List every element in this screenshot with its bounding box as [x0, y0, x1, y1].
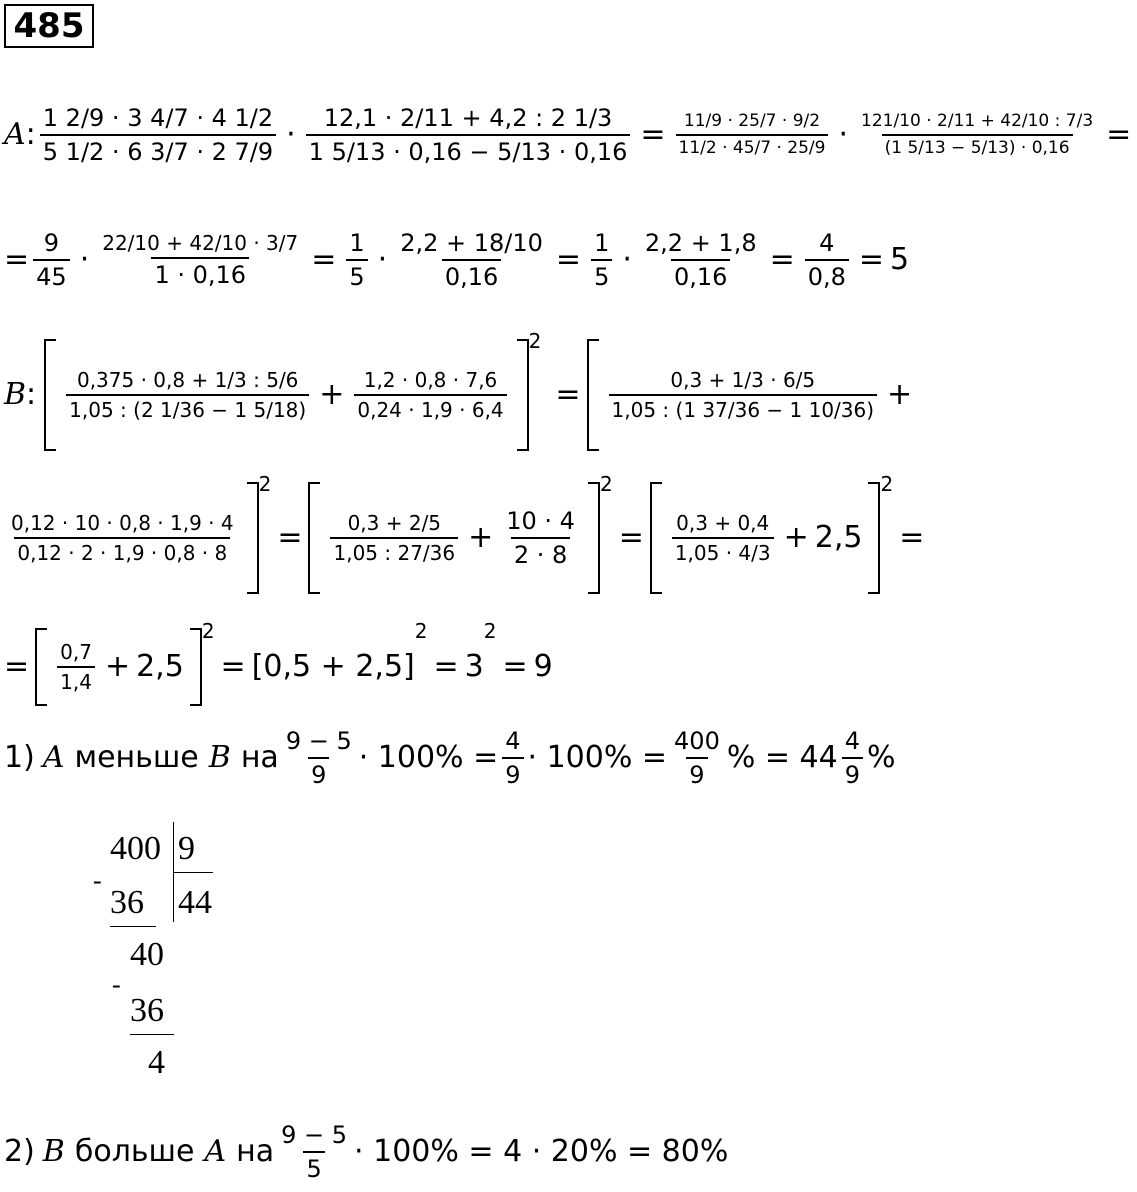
ld-quotient: 44	[178, 884, 212, 921]
step-2-prefix: 2)	[4, 1134, 35, 1169]
b3-exp: 2	[483, 619, 497, 643]
b2-frac-2-den: 1,05 : 27/36	[330, 537, 458, 563]
b2-frac-3-num: 10 · 4	[506, 507, 575, 535]
a2-frac-4-den: 0,16	[442, 259, 501, 289]
a2-frac-2	[99, 233, 301, 287]
b2-frac-3-den: 2 · 8	[511, 537, 570, 567]
ld-sub-2: 36	[130, 992, 164, 1029]
b-frac-1	[66, 370, 309, 420]
step-1-frac-2: $\frac{4}{9}$	[502, 729, 523, 787]
a2-frac-4	[397, 231, 546, 289]
a-row-1: A : $\frac{1 2/9 \cdot 3 4/7 \cdot 4 1/2}{5 1/2 \cdot 6 3/7 \cdot 2 7/9}$ · $\frac{12,1 \cdot 2/11 + 4,2 : 2 1/3}{1 5/13 \cdot 0,16 - 5/13 \cdot 0,16}$ = $\frac{11/9 \cdot 25/7 \cdot 9/2}{11/2 \cdot 45/7 \cdot 25/9}$ · $\frac{121/10 \cdot 2/11 + 42/10 : 7/3}{(1 5/13 - 5/13) \cdot 0,16}$ =	[4, 104, 1132, 166]
a-result: 5	[890, 242, 910, 277]
b-bracket-5: $\frac{0,7}{1,4}$ + 2,5	[35, 628, 202, 706]
a2-frac-1: $\frac{9}{45}$	[33, 231, 70, 289]
step-2-tail: · 100% = 4 · 20% = 80%	[354, 1134, 729, 1169]
a-frac-1-num: 1 2/9 · 3 4/7 · 4 1/2	[42, 104, 274, 132]
b2-frac-2-num: 0,3 + 2/5	[347, 511, 442, 535]
a2-frac-2-den: 1 · 0,16	[151, 257, 249, 287]
b-row-3: = $\frac{0,7}{1,4}$ + 2,5 2 = [ 0,5 + 2,5 ] 2 = 3 2 = 9	[4, 625, 553, 709]
a2-frac-5: $\frac{1}{5}$	[591, 231, 612, 289]
b2-frac-3	[503, 509, 578, 567]
b-frac-1-den: 1,05 : (2 1/36 − 1 5/18)	[66, 394, 309, 420]
b3-bracket-2: 0,5 + 2,5	[263, 649, 404, 684]
step-2: 2) B больше A на $\frac{9 - 5}{5}$ · 100% = 4 · 20% = 80%	[4, 1121, 729, 1183]
b-bracket-3: $\frac{0,3 + 2/5}{1,05 : 27/36}$ + $\frac{10 \cdot 4}{2 \cdot 8}$	[308, 482, 599, 594]
long-division	[0, 820, 260, 1090]
b-bracket-2-end	[4, 482, 259, 594]
a2-frac-4-num: 2,2 + 18/10	[400, 229, 543, 257]
a-frac-2	[306, 106, 631, 164]
problem-number: 485	[4, 4, 94, 48]
b-frac-2	[354, 370, 506, 420]
a-frac-4-num: 121/10 · 2/11 + 42/10 : 7/3	[861, 111, 1094, 131]
b-bracket-1: $\frac{0,375 \cdot 0,8 + 1/3 : 5/6}{1,05 : (2 1/36 - 1 5/18)}$ + $\frac{1,2 \cdot 0,8 \cdot 7,6}{0,24 \cdot 1,9 \cdot 6,4}$	[44, 339, 529, 451]
ld-minus-1: -	[93, 866, 102, 895]
a2-frac-7-den: 0,8	[805, 259, 849, 289]
b-row-2: $\frac{0,12 \cdot 10 \cdot 0,8 \cdot 1,9 \cdot 4}{0,12 \cdot 2 \cdot 1,9 \cdot 0,8 \cdot 8}$ 2 = $\frac{0,3 + 2/5}{1,05 : 27/36}$ + $\frac{10 \cdot 4}{2 \cdot 8}$ 2 = $\frac{0,3 + 0,4}{1,05 \cdot 4/3}$ + 2,5 2 =	[4, 478, 930, 598]
b3-frac-num: 0,7	[60, 640, 92, 664]
b3-frac-den: 1,4	[57, 666, 95, 692]
a-frac-4-den: (1 5/13 − 5/13) · 0,16	[882, 134, 1073, 157]
b-frac-1-num: 0,375 · 0,8 + 1/3 : 5/6	[76, 368, 299, 392]
a2-frac-7-num: 4	[819, 229, 835, 257]
step-1-frac-3: $\frac{400}{9}$	[674, 727, 720, 789]
a-frac-2-num: 12,1 · 2/11 + 4,2 : 2 1/3	[323, 104, 613, 132]
b-frac-2-num: 1,2 · 0,8 · 7,6	[363, 368, 498, 392]
b3-frac	[57, 642, 95, 692]
b-bracket-4: $\frac{0,3 + 0,4}{1,05 \cdot 4/3}$ + 2,5	[650, 482, 881, 594]
b2-frac-1-den: 0,12 · 2 · 1,9 · 0,8 · 8	[14, 537, 230, 563]
step-1-pct-2: · 100% =	[527, 740, 668, 775]
b2-frac-4	[672, 513, 774, 563]
b-frac-3-num: 0,3 + 1/3 · 6/5	[670, 368, 816, 392]
b2-frac-4-num: 0,3 + 0,4	[676, 511, 770, 535]
a2-frac-6-num: 2,2 + 1,8	[644, 229, 757, 257]
a2-frac-2-num: 22/10 + 42/10 · 3/7	[102, 231, 299, 255]
a-frac-4	[858, 113, 1096, 157]
step-2-by-text: на	[236, 1134, 275, 1169]
ld-divisor: 9	[178, 830, 195, 867]
b3-plus-value: 2,5	[136, 649, 184, 684]
a-row-2: = $\frac{9}{45}$ · $\frac{22/10 + 42/10 \cdot 3/7}{1 \cdot 0,16}$ = $\frac{1}{5}$ · $\frac{2,2 + 18/10}{0,16}$ = $\frac{1}{5}$ · $\frac{2,2 + 1,8}{0,16}$ = $\frac{4}{0,8}$ = 5	[4, 229, 910, 291]
step-1-prefix: 1)	[4, 740, 35, 775]
b-row-1: B : $\frac{0,375 \cdot 0,8 + 1/3 : 5/6}{1,05 : (2 1/36 - 1 5/18)}$ + $\frac{1,2 \cdot 0,8 \cdot 7,6}{0,24 \cdot 1,9 \cdot 6,4}$ 2 = $\frac{0,3 + 1/3 \cdot 6/5}{1,05 : (1 37/36 - 1 10/36)}$ +	[4, 335, 924, 455]
a-frac-1-den: 5 1/2 · 6 3/7 · 2 7/9	[40, 134, 276, 164]
a-frac-2-den: 1 5/13 · 0,16 − 5/13 · 0,16	[306, 134, 631, 164]
a-frac-3-den: 11/2 · 45/7 · 25/9	[676, 134, 829, 157]
step-1-pct-3: % = 44	[726, 740, 838, 775]
step-1-pct-4: %	[867, 740, 896, 775]
step-2-more-text: больше	[74, 1134, 195, 1169]
ld-dividend: 400	[110, 830, 161, 867]
step-1-pct-1: · 100% =	[358, 740, 499, 775]
b-result: 9	[533, 649, 553, 684]
b2-frac-1	[8, 513, 237, 563]
a-frac-3	[676, 113, 829, 157]
step-1-frac-1: $\frac{9 - 5}{9}$	[285, 727, 352, 789]
b-frac-3	[609, 370, 878, 420]
b-bracket-2: $\frac{0,3 + 1/3 \cdot 6/5}{1,05 : (1 37/36 - 1 10/36)}$ +	[587, 339, 925, 451]
step-2-frac: $\frac{9 - 5}{5}$	[281, 1121, 348, 1183]
b2-frac-2	[330, 513, 458, 563]
ld-sub-1: 36	[110, 884, 144, 921]
step-1-less-text: меньше	[74, 740, 199, 775]
b2-frac-4-den: 1,05 · 4/3	[672, 537, 774, 563]
b-frac-3-den: 1,05 : (1 37/36 − 1 10/36)	[609, 394, 878, 420]
a2-frac-3: $\frac{1}{5}$	[346, 231, 367, 289]
b-label: B	[4, 377, 27, 412]
a-label: A	[4, 117, 26, 152]
step-1-by-text: на	[240, 740, 279, 775]
a-frac-3-num: 11/9 · 25/7 · 9/2	[683, 111, 821, 131]
b3-base: 3	[464, 649, 484, 684]
b2-plus-value: 2,5	[814, 520, 863, 555]
ld-rem-2: 4	[148, 1044, 165, 1081]
a-frac-1	[40, 106, 276, 164]
a2-frac-7	[805, 231, 849, 289]
a2-frac-6-den: 0,16	[671, 259, 730, 289]
step-1-frac-4: $\frac{4}{9}$	[842, 729, 863, 787]
a2-frac-6	[642, 231, 760, 289]
ld-rem-1: 40	[130, 936, 164, 973]
step-1: 1) A меньше B на $\frac{9 - 5}{9}$ · 100% = $\frac{4}{9}$ · 100% = $\frac{400}{9}$ % = 44 $\frac{4}{9}$ %	[4, 727, 896, 789]
b2-frac-1-num: 0,12 · 10 · 0,8 · 1,9 · 4	[11, 511, 234, 535]
b-frac-2-den: 0,24 · 1,9 · 6,4	[354, 394, 506, 420]
ld-minus-2: -	[112, 970, 121, 999]
